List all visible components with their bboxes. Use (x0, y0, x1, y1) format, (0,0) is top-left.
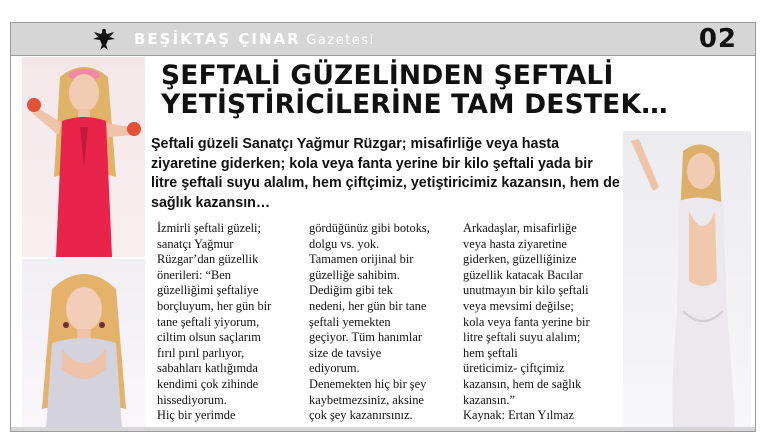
photo-white-gown (623, 131, 751, 429)
page-number: 02 (698, 24, 737, 54)
photo-red-dress (22, 57, 145, 257)
newspaper-suffix: Gazetesi (306, 33, 375, 48)
newspaper-title: BEŞİKTAŞ ÇINAR (134, 30, 301, 48)
article-column-2: gördüğünüz gibi botoks, dolgu vs. yok. Tamamen orijinal bir güzelliğe sahibim. Dediğim gibi tek nedeni, her gün bir tane şeftali yemekten geçiyor. Tüm hanımlar size de tavsiye ediyorum. Denemekten hiç bir şey kaybetmezsiniz, aksine çok şey kazanırsınız. (309, 221, 430, 423)
woman-red-dress-image (22, 57, 145, 257)
headline-line-2: YETİŞTİRİCİLERİNE TAM DESTEK… (161, 89, 668, 120)
article-headline (161, 61, 751, 119)
article-column-1: İzmirli şeftali güzeli; sanatçı Yağmur Rüzgar’dan güzellik önerileri: “Ben güzelliğimi şeftaliye borçluyum, her gün bir tane şeftali yiyorum, ciltim olsun saçlarım fırıl pırıl parlıyor, sabahları katlığımda kendimi çok zihinde hissediyorum. Hiç bir yerimde (157, 221, 272, 423)
article-lead: Şeftali güzeli Sanatçı Yağmur Rüzgar; misafirliğe veya hasta ziyaretine giderken; kola veya fanta yerine bir kilo şeftali yada bir litre şeftali suyu alalım, hem çiftçimiz, yetiştiricimiz kazansın, hem de sağlık kazansın… (151, 136, 620, 211)
woman-white-gown-image (623, 131, 751, 429)
woman-silver-dress-image (22, 259, 145, 429)
article-column-3: Arkadaşlar, misafirliğe veya hasta ziyaretine giderken, güzelliğinize güzellik katacak Bacılar unutmayın bir kilo şeftali veya mevsimi değilse; kola veya fanta yerine bir litre şeftali suyu alalım; hem şeftali üreticimiz- çiftçimiz kazansın, hem de sağlık kazansın.” Kaynak: Ertan Yılmaz (463, 221, 590, 423)
headline-line-1: ŞEFTALİ GÜZELİNDEN ŞEFTALİ (161, 60, 614, 91)
newspaper-page (10, 22, 756, 432)
photo-silver-dress (22, 259, 145, 429)
eagle-icon (91, 26, 117, 52)
newspaper-name (134, 30, 375, 48)
bottom-rule (11, 427, 755, 431)
masthead (11, 23, 755, 56)
